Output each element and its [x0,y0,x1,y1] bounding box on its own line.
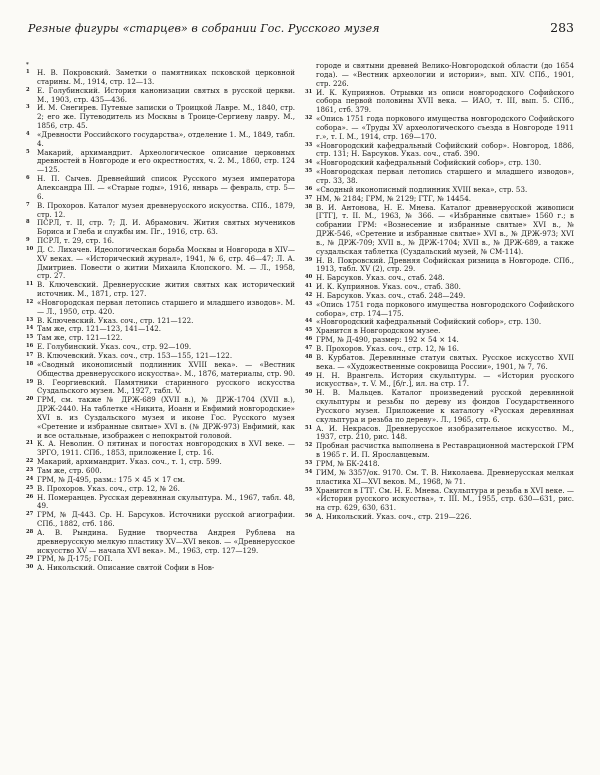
footnote-number: 28 [26,528,34,535]
footnote-text: «Древности Российского государства», отделение 1. М., 1849, табл. 4. [37,129,295,148]
footnote-number: 4 [26,130,30,137]
footnote-number: 1 [26,69,30,75]
footnote-text: «Новгородский кафедральный Софийский собор», стр. 130. [316,158,542,168]
footnote-number: 55 [305,486,313,493]
footnote-number: 18 [26,360,34,367]
footnote-text: В. Ключевский. Указ. соч., стр. 121—122. [37,315,194,325]
footnote-text: ГИМ, № 3357/ок. 9170. См. Т. В. Николаева. Древнерусская мелкая пластика XI—XVI веков. М., 1968, № 71. [316,467,574,486]
footnote-text: Н. В. Покровский. Древняя Софийская ризница в Новгороде. СПб., 1913, табл. XV (2), стр. 29. [316,255,574,274]
footnote [305,354,574,372]
footnote [26,219,295,237]
footnote [305,389,574,424]
footnote [26,564,295,573]
footnote [305,372,574,390]
footnote [26,281,295,299]
right-column [305,62,574,766]
footnote-text: Н. В. Покровский. Заметки о памятниках псковской церковной старины. М., 1914, стр. 12—13. [37,68,295,86]
footnote-text: В. Ключевский. Указ. соч., стр. 153—155, 121—122. [37,351,233,360]
footnote-number: 9 [26,237,30,244]
footnote-text: А. Никольский. Описание святой Софии в Нов- [37,563,215,573]
footnote [305,115,574,142]
footnote-number: 45 [305,327,313,334]
footnote [305,204,574,257]
footnote-text: Макарий, архимандрит. Указ. соч., т. 1, стр. 599. [37,457,222,467]
footnote-number: 50 [305,389,313,396]
footnote-number: 3 [26,104,30,111]
footnote-number: 41 [305,283,313,290]
footnote [26,299,295,317]
footnote [26,131,295,149]
footnote-text: В. И. Антонова, Н. Е. Мнева. Каталог древнерусской живописи [ГТГ], т. II. М., 1963, № 366. — «Избранные святые» 1560 г.; в собрании ГРМ: «Вознесение и избранные святые» XVI в., № ДРЖ-546, «Сретение и избранные святые» XVI в., № ДРЖ-973; XVI в., № ДРЖ-709; XVII в., № ДРЖ-1704; XVII в., № ДРЖ-689, а также суздальская таблетка (Суздальский музей, № СМ-114). [316,202,574,256]
footnote-number: 53 [305,459,313,466]
footnote-number: 34 [305,159,313,166]
footnote-text: ГРМ, № БК-2418. [316,458,380,468]
footnote [26,396,295,440]
footnote [26,494,295,512]
footnote-text: «Сводный иконописный подлинник XVIII века». — «Вестник Общества древнерусского искусства». М., 1876, материалы, стр. 90. [37,359,295,378]
footnote [305,442,574,460]
footnote-number: 15 [26,334,34,341]
footnote-text: ПСРЛ, т. II, стр. 7; Д. И. Абрамович. Жития святых мучеников Бориса и Глеба и службы им. Пг., 1916, стр. 63. [37,218,295,237]
footnote-text: В. Георгиевский. Памятники старинного русского искусства Суздальского музея. М., 1927, табл. V. [37,377,295,396]
page-number: 283 [550,20,574,35]
footnote-text: И. К. Куприянов. Отрывки из описи новгородского Софийского собора первой половины XVII века. — ИАО, т. III, вып. 5. СПб., 1861, стб. 379. [316,87,574,115]
footnote-number: 43 [305,300,313,307]
footnote [26,149,295,176]
footnote-number: 56 [305,513,313,520]
footnote [26,202,295,220]
footnote [305,89,574,116]
footnote-number: 40 [305,274,313,281]
footnote-number: 30 [26,564,34,571]
footnote [26,440,295,458]
footnote-text: Н. Барсуков. Указ. соч., стаб. 248. [316,273,445,283]
running-title: Резные фигуры «старцев» в собрании Гос. Русского музея [28,22,380,35]
footnote-text: «Опись 1751 года поркового имущества новгородского Софийского собора». — «Труды XV археологического съезда в Новгороде 1911 г.», т. I. М., 1914, стр. 169—170. [316,114,574,141]
footnote-number: 51 [305,424,313,431]
footnote [26,104,295,131]
footnote-text: Макарий, архимандрит. Археологическое описание церковных древностей в Новгороде и его окрестностях, ч. 2. М., 1860, стр. 124—125. [37,147,295,175]
footnote-number: 29 [26,555,34,562]
footnote-text: Н. Померанцев. Русская деревянная скульптура. М., 1967, табл. 48, 49. [37,492,295,511]
footnote-number: 39 [305,256,313,263]
footnote-number: 20 [26,396,34,403]
footnote-number: 22 [26,458,34,465]
footnote-text: Е. Голубинский. Указ. соч., стр. 92—109. [37,342,192,352]
footnote-text: «Новгородский кафедральный Софийский собор». Новгород, 1886, стр. 131; Н. Барсуков. Указ. соч., стаб. 390. [316,140,574,159]
footnote-number: 23 [26,466,34,473]
footnote-number: 12 [26,298,34,305]
footnote-text: В. Ключевский. Древнерусские жития святых как исторический источник. М., 1871, стр. 127. [37,280,295,299]
footnote-text: В. Прохоров. Указ. соч., стр. 12, № 26. [37,483,180,493]
footnote-text: Н. П. Сычев. Древнейший список Русского музея императора Александра III. — «Старые годы», 1916, январь — февраль, стр. 5—6. [37,174,295,201]
footnote-number: 21 [26,440,34,447]
footnote [305,142,574,160]
footnote-text: В. Курбатов. Деревянные статуи святых. Русское искусство XVII века. — «Художественные сокровища России», 1901, № 7, 76. [316,352,574,371]
footnote-number: 54 [305,468,313,475]
footnote-number: * [26,62,29,68]
left-column [26,62,295,766]
footnote-number: 10 [26,245,34,252]
footnote-number: 35 [305,168,313,175]
footnote-text: Н. Н. Врангель. История скульптуры. — «История русского искусства», т. V. М., [б/г.], ил. на стр. 17. [316,370,574,389]
footnote-text: Пробная расчистка выполнена в Реставрационной мастерской ГРМ в 1965 г. И. П. Ярославцевым. [316,441,574,460]
footnote-text: Е. Голубинский. История канонизации святых в русской церкви. М., 1903, стр. 435—436. [37,85,295,104]
footnote-number: 13 [26,316,34,323]
footnote [26,87,295,105]
footnote-text: «Новгородский кафедральный Софийский собор», стр. 130. [316,317,542,327]
footnote-text: городе и святыни древней Велико-Новгородской области (до 1654 года). — «Вестник археологии и истории», вып. XIV. СПб., 1901, стр. 226. [316,62,574,88]
footnote-number: 16 [26,343,34,350]
footnote-text: В. Прохоров. Указ. соч., стр. 12, № 16. [316,344,459,353]
footnote-number: 6 [26,175,30,182]
footnote-number: 11 [26,281,34,288]
footnote [305,513,574,522]
footnote-number: 25 [26,484,34,491]
footnote-text: А. В. Рындина. Будние творчества Андрея Рублева на древнерусскую мелкую пластику XV—XVI веков. — «Древнерусское искусство XV — начала XVI века». М., 1963, стр. 127—129. [37,527,295,555]
footnote-text: «Сводный иконописный подлинник XVIII века», стр. 53. [316,184,528,194]
footnote-text: «Опись 1751 года поркового имущества новгородского Софийского собора», стр. 174—175. [316,299,574,318]
footnote-number: 2 [26,86,30,93]
footnote-text: Н. В. Мальцев. Каталог произведений русской деревянной скульптуры и резьбы по дереву из фондов Государственного Русского музея. Приложение к каталогу «Русская деревянная скульптура и резьба по дереву». Л., 1965, стр. 6. [316,388,574,424]
footnote [305,168,574,186]
running-header [28,20,574,36]
footnote-number: 27 [26,511,34,518]
footnote-number: 32 [305,115,313,122]
footnote-number: 24 [26,475,34,482]
footnote-number: 46 [305,336,313,343]
footnote [26,511,295,529]
footnote [305,425,574,443]
footnote-number: 49 [305,371,313,378]
footnote-number: 19 [26,378,34,385]
footnote-text: Д. С. Лихачев. Идеологическая борьба Москвы и Новгорода в XIV—XV веках. — «Исторический журнал», 1941, № 6, стр. 46—47; Л. А. Дмитриев. Повести о житии Михаила Клопского. М. — Л., 1958, стр. 27. [37,244,295,281]
footnote-columns [26,62,574,766]
footnote [26,379,295,397]
footnote [26,529,295,556]
footnote-number: 31 [305,88,313,95]
footnote-text: НМ, № 2184; ГРМ, № 2129; ГТГ, № 14454. [316,193,471,203]
footnote-text: Н. Барсуков. Указ. соч., стаб. 248—249. [316,290,466,300]
footnote-text: ГРМ, № Д-175; ГОП. [37,554,113,564]
footnote [305,301,574,319]
footnote-number: 47 [305,345,313,351]
footnote-text: ГРМ, см. также № ДРЖ-689 (XVII в.), № ДРЖ-1704 (XVII в.), ДРЖ-2440. На таблетке «Никита, Иоанн и Евфимий новгородские» XVI в. из Суздальского музея и иконе Гос. Русского музея «Сретение и избранные святые» XVI в. (№ ДРЖ-973) Евфимий, как и все остальные, изображен с непокрытой головой. [37,395,295,440]
footnote-text: «Новгородская первая летопись старшего и младшего изводов». М. — Л., 1950, стр. 420. [37,297,295,316]
footnote-number: 14 [26,325,34,332]
footnote-number: 5 [26,148,30,155]
footnote-number: 37 [305,194,313,201]
footnote [305,62,574,89]
footnote-text: В. Прохоров. Каталог музея древнерусского искусства. СПб., 1879, стр. 12. [37,200,295,219]
footnote-text: К. А. Неволин. О пятинах и погостах новгородских в XVI веке. — ЗРГО, 1911. СПб., 1853, приложение I, стр. 16. [37,439,295,458]
footnote [305,257,574,275]
footnote [26,175,295,202]
footnote-text: ГРМ, № Д-443. Ср. Н. Барсуков. Источники русской агиографии. СПб., 1882, стб. 186. [37,510,295,529]
footnote-number: 26 [26,493,34,500]
footnote-number: 44 [305,318,313,325]
footnote-text: Там же, стр. 121—122. [37,333,123,343]
footnote-number: 8 [26,219,30,226]
footnote-number: 38 [305,203,313,210]
footnote-text: ГРМ, № Д-490, размер: 192 × 54 × 14. [316,335,459,345]
footnote-text: Там же, стр. 121—123, 141—142. [37,324,162,334]
footnote-number: 48 [305,353,313,360]
footnote-text: И. М. Снегирев. Путевые записки о Троицкой Лавре. М., 1840, стр. 2; его же. Путеводитель из Москвы в Троице-Сергиеву лавру. М., 1856, стр. 45. [37,103,295,131]
footnote-text: ПСРЛ, т. 29, стр. 16. [37,236,115,246]
footnote-number: 52 [305,442,313,449]
footnote-text: Хранится в Новгородском музее. [316,326,441,336]
footnote-text: А. И. Некрасов. Древнерусское изобразительное искусство. М., 1937, стр. 210, рис. 148. [316,423,574,442]
footnote-text: Там же, стр. 600. [37,465,102,475]
footnote-text: А. Никольский. Указ. соч., стр. 219—226. [316,512,472,522]
footnote-number: 17 [26,352,34,358]
footnote-number: 7 [26,201,30,208]
footnote-number: 33 [305,141,313,148]
footnote-text: И. К. Куприянов. Указ. соч., стаб. 380. [316,282,461,292]
footnote-text: «Новгородская первая летопись старшего и младшего изводов», стр. 33, 38. [316,167,574,185]
footnote [305,469,574,487]
footnote [26,246,295,281]
footnote [26,69,295,87]
footnote-number: 36 [305,185,313,192]
footnote [305,487,574,514]
footnote-text: ГРМ, № Д-495, разм.: 175 × 45 × 17 см. [37,474,185,484]
footnote [26,361,295,379]
footnote-number: 42 [305,291,313,298]
footnote-text: Хранится в ГТГ. См. Н. Е. Мнева. Скульптура и резьба в XVI веке. — «История русского искусства», т. III. М., 1955, стр. 630—631, рис. на стр. 629, 630, 631. [316,485,574,513]
